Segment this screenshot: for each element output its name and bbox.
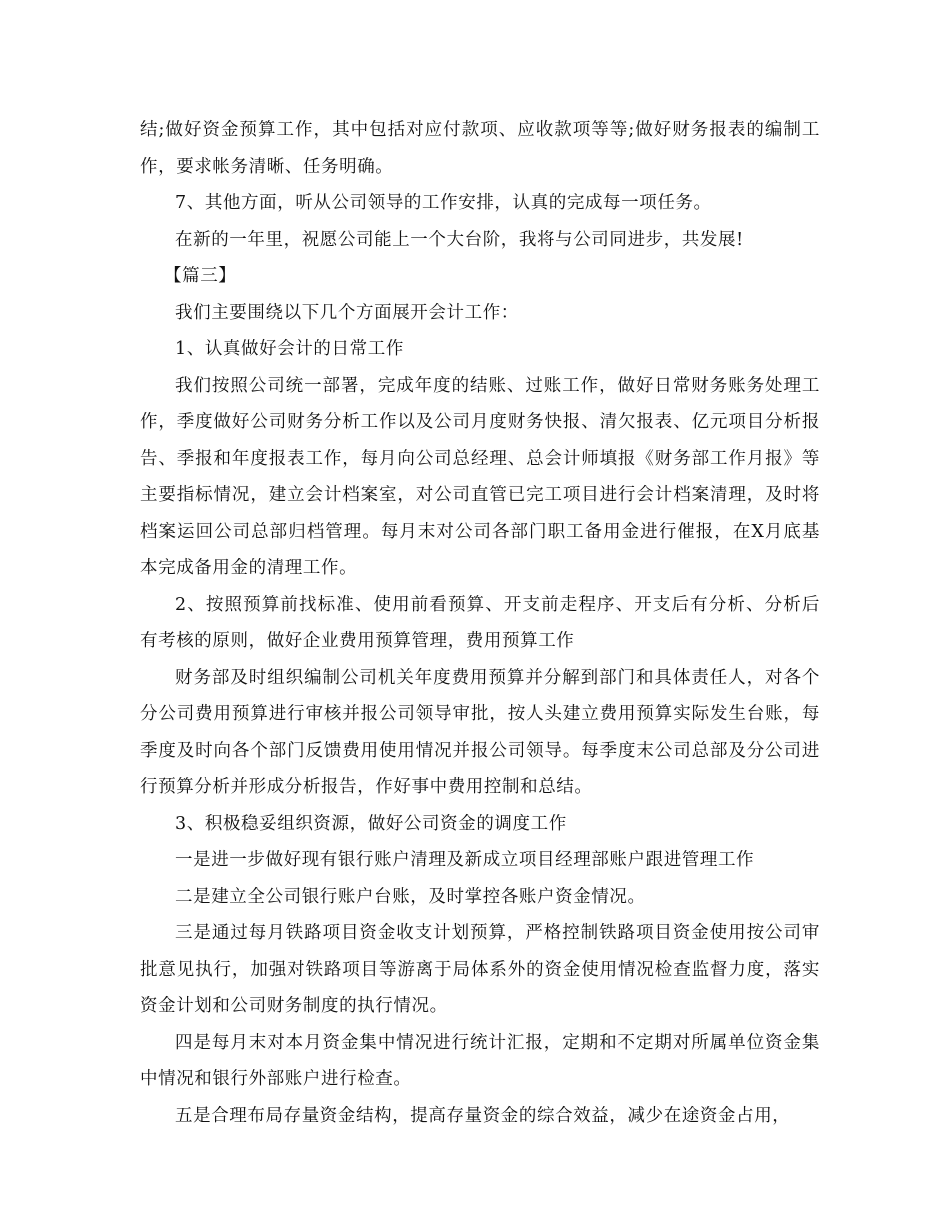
subheading-3: 3、积极稳妥组织资源，做好公司资金的调度工作 — [175, 813, 567, 834]
section-heading: 【篇三】 — [164, 266, 237, 286]
paragraph-7: 我们按照公司统一部署，完成年度的结账、过账工作，做好日常财务账务处理工作，季度做好公司财务分析工作以及公司月度财务快报、清欠报表、亿元项目分析报告、季报和年度报表工作，每月向公司总经理、总会计师填报《财务部工作月报》等主要指标情况，建立会计档案室，对公司直管已完工项目进行会计档案清理，及时将档案运回公司总部归档管理。每月末对公司各部门职工备用金进行催报，在X月底基本完成备用金的清理工作。 — [140, 375, 820, 578]
paragraph-5: 我们主要围绕以下几个方面展开会计工作： — [175, 302, 519, 323]
paragraph-12: 二是建立全公司银行账户台账，及时掌控各账户资金情况。 — [175, 886, 646, 907]
paragraph-14: 四是每月末对本月资金集中情况进行统计汇报，定期和不定期对所属单位资金集中情况和银行外部账户进行检查。 — [140, 1032, 820, 1089]
paragraph-15: 五是合理布局存量资金结构，提高存量资金的综合效益，减少在途资金占用， — [175, 1105, 791, 1126]
subheading-1: 1、认真做好会计的日常工作 — [175, 339, 404, 359]
paragraph-11: 一是进一步做好现有银行账户清理及新成立项目经理部账户跟进管理工作 — [175, 850, 755, 870]
paragraph-9: 财务部及时组织编制公司机关年度费用预算并分解到部门和具体责任人，对各个分公司费用预算进行审核并报公司领导审批，按人头建立费用预算实际发生台账，每季度及时向各个部门反馈费用使用情况并报公司领导。每季度末公司总部及分公司进行预算分析并形成分析报告，作好事中费用控制和总结。 — [140, 667, 820, 797]
paragraph-1: 结;做好资金预算工作，其中包括对应付款项、应收款项等等;做好财务报表的编制工作，要求帐务清晰、任务明确。 — [140, 120, 820, 177]
subheading-2: 2、按照预算前找标准、使用前看预算、开支前走程序、开支后有分析、分析后有考核的原则，做好企业费用预算管理，费用预算工作 — [140, 594, 820, 651]
paragraph-13: 三是通过每月铁路项目资金收支计划预算，严格控制铁路项目资金使用按公司审批意见执行，加强对铁路项目等游离于局体系外的资金使用情况检查监督力度，落实资金计划和公司财务制度的执行情况。 — [140, 923, 820, 1016]
paragraph-2: 7、其他方面，听从公司领导的工作安排，认真的完成每一项任务。 — [175, 193, 712, 213]
document-body — [140, 112, 820, 1134]
paragraph-3: 在新的一年里，祝愿公司能上一个大台阶，我将与公司同进步，共发展! — [175, 229, 744, 250]
